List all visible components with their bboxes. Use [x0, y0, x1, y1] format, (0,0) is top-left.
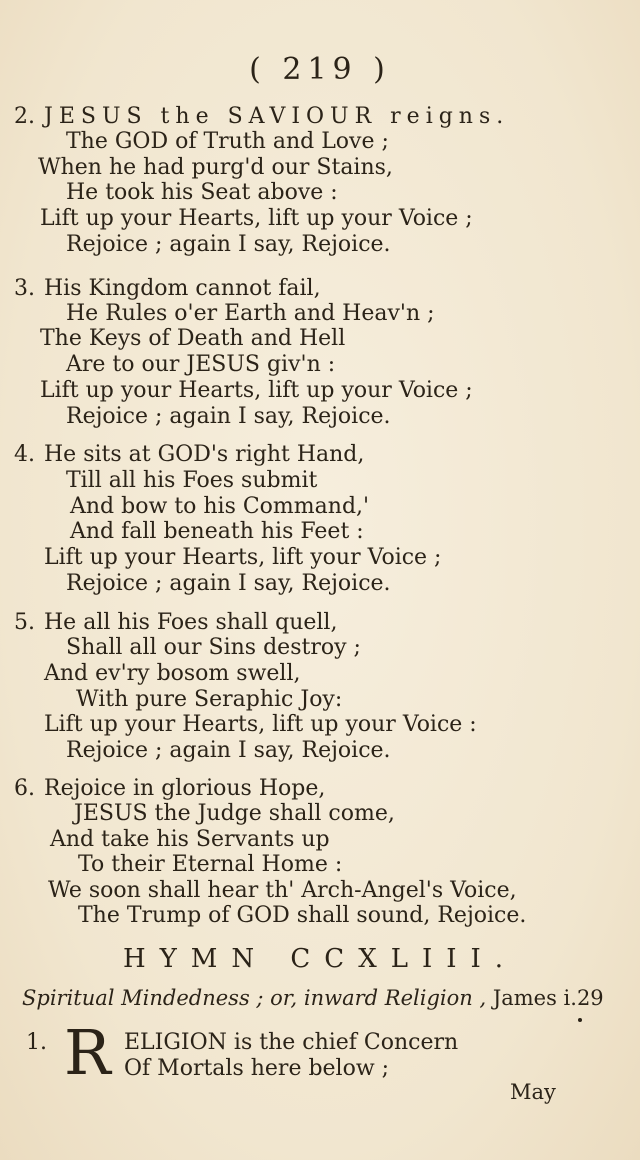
verse-line: He sits at GOD's right Hand,: [44, 442, 365, 467]
verse-line: Lift up your Hearts, lift up your Voice :: [44, 712, 477, 737]
verse-line: Rejoice ; again I say, Rejoice.: [66, 232, 391, 257]
verse-line: He Rules o'er Earth and Heav'n ;: [66, 301, 435, 326]
verse-line: With pure Seraphic Joy:: [76, 687, 343, 712]
verse-line: Are to our JESUS giv'n :: [66, 352, 336, 377]
stanza-number: 3.: [14, 276, 35, 301]
verse-line: JESUS the SAVIOUR reigns.: [44, 104, 510, 129]
hymn-subtitle: [22, 986, 604, 1010]
verse-line: Rejoice in glorious Hope,: [44, 776, 326, 801]
verse-line: Shall all our Sins destroy ;: [66, 635, 361, 660]
verse-line: Lift up your Hearts, lift up your Voice ;: [40, 206, 473, 231]
verse-line: His Kingdom cannot fail,: [44, 276, 321, 301]
verse-line: When he had purg'd our Stains,: [38, 155, 393, 180]
catchword: May: [510, 1080, 556, 1104]
verse-line: And fall beneath his Feet :: [70, 519, 364, 544]
verse-line: Rejoice ; again I say, Rejoice.: [66, 738, 391, 763]
verse-line: The GOD of Truth and Love ;: [66, 129, 389, 154]
verse-line: He all his Foes shall quell,: [44, 610, 338, 635]
stanza-number: 6.: [14, 776, 35, 801]
ink-dot: [578, 1018, 582, 1022]
subtitle-reference: James i.29: [492, 986, 604, 1010]
stanza-number: 5.: [14, 610, 35, 635]
verse-line: Lift up your Hearts, lift your Voice ;: [44, 545, 442, 570]
verse-line: Rejoice ; again I say, Rejoice.: [66, 571, 391, 596]
verse-line: He took his Seat above :: [66, 180, 338, 205]
verse-line: JESUS the Judge shall come,: [74, 801, 395, 826]
subtitle-italic: Spiritual Mindedness ; or, inward Religion ,: [22, 986, 487, 1010]
stanza-number: 1.: [26, 1030, 47, 1055]
verse-line: We soon shall hear th' Arch-Angel's Voice,: [48, 878, 517, 903]
verse-line: The Trump of GOD shall sound, Rejoice.: [78, 903, 527, 928]
verse-line: And ev'ry bosom swell,: [44, 661, 301, 686]
verse-line: To their Eternal Home :: [78, 852, 343, 877]
verse-line: The Keys of Death and Hell: [40, 326, 346, 351]
verse-line: Rejoice ; again I say, Rejoice.: [66, 404, 391, 429]
verse-line: And take his Servants up: [50, 827, 330, 852]
verse-line: ELIGION is the chief Concern: [124, 1030, 459, 1055]
verse-line: Till all his Foes submit: [66, 468, 318, 493]
hymn-title: HYMN CCXLIII.: [122, 944, 518, 974]
verse-line: Lift up your Hearts, lift up your Voice ;: [40, 378, 473, 403]
page-number: ( 219 ): [249, 52, 391, 87]
drop-cap: R: [64, 1016, 111, 1089]
stanza-number: 4.: [14, 442, 35, 467]
verse-line: Of Mortals here below ;: [124, 1056, 390, 1081]
verse-line: And bow to his Command,': [70, 494, 370, 519]
stanza-number: 2.: [14, 104, 35, 129]
